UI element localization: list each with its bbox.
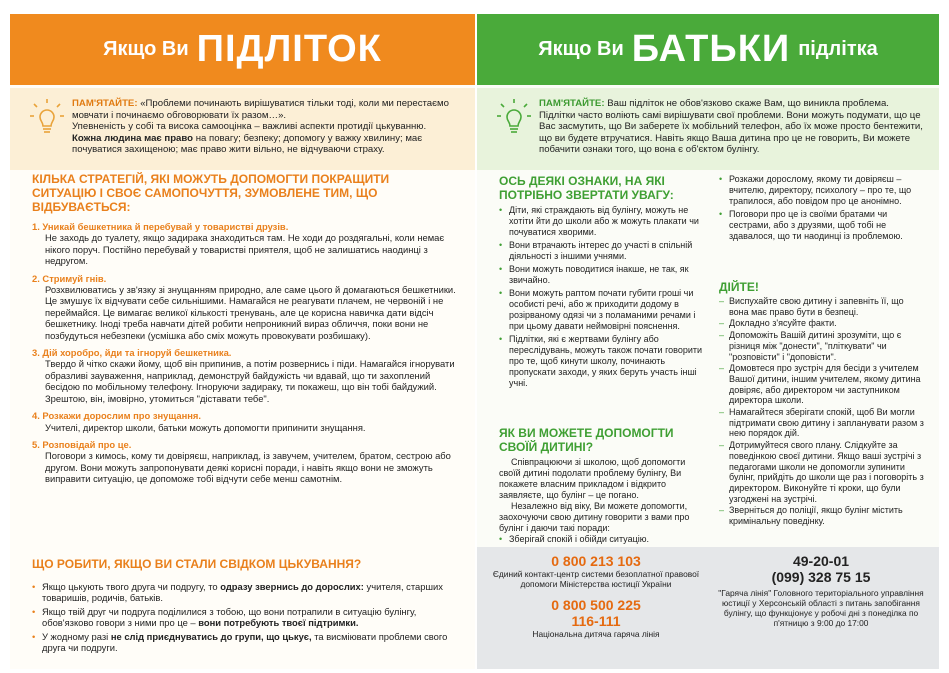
strategy-item (32, 221, 464, 267)
memo-body: Ваш підліток не обов'язково скаже Вам, що виникла проблема. Підлітки часто воліють самі вирішувати свої проблеми. Вони можуть подумати, що це Вас засмутить, що Ви заберете їх мобільний телефон, або їх може просто бентежити, що ви будете втручатися. Навіть якщо Ваша дитина про це не говорить, Ви можете побачити ознаки того, що вона є об'єктом булінгу. (539, 98, 923, 156)
phone-description: "Гаряча лінія" Головного територіального управління юстиції у Херсонській області з питань запобігання булінгу, що функціонує у робочі дні з понеділка по п'ятницю з 9:00 до 17:00 (718, 588, 924, 628)
act-title: ДІЙТЕ! (719, 280, 759, 294)
teen-banner (10, 14, 475, 85)
phone-number: 0 800 500 225 (551, 597, 641, 613)
witness-section (32, 581, 464, 655)
phone-number: 116-111 (571, 613, 621, 629)
strategy-title: 3. Дій хоробро, йди та ігноруй бешкетника. (32, 347, 232, 359)
banner-prefix: Якщо Ви (538, 38, 624, 60)
signs-title: ОСЬ ДЕЯКІ ОЗНАКИ, НА ЯКІ ПОТРІБНО ЗВЕРТАТИ УВАГУ: (499, 174, 674, 202)
memo-text (539, 98, 925, 156)
advice-list (719, 174, 924, 242)
list-item: – Докладно з'ясуйте факти. (719, 318, 924, 329)
phone-number: 0 800 213 103 (551, 553, 641, 569)
help-section (499, 457, 709, 547)
contacts-panel (477, 547, 939, 669)
memo-bold: Кожна людина має право (72, 132, 194, 144)
help-paragraph: Співпрацюючи зі школою, щоб допомогти своїй дитині подолати проблему булінгу, Ви покажете власним прикладом і відкрито заявляєте, що булінг – це погано. (499, 457, 686, 500)
act-list (719, 296, 924, 527)
memo-line: Упевненість у собі та висока самооцінка – важливі аспекти протидії цькуванню. (72, 121, 427, 133)
witness-title: ЩО РОБИТИ, ЯКЩО ВИ СТАЛИ СВІДКОМ ЦЬКУВАННЯ? (32, 557, 362, 571)
list-item: – Допоможіть Вашій дитині зрозуміти, що є різниця між "донести", "пліткувати" чи "розповісти" і "доповісти". (719, 330, 924, 362)
act-section (719, 296, 924, 528)
parents-column (477, 14, 939, 669)
advice-section (719, 174, 924, 244)
phone-description: Національна дитяча гаряча лінія (532, 629, 660, 639)
help-paragraph: Незалежно від віку, Ви можете допомогти, заохочуючи свою дитину говорити з вами про булінг і даючи такі поради: (499, 501, 690, 533)
parents-banner (477, 14, 939, 85)
list-item: • Вони втрачають інтерес до участі в спільній діяльності з іншими учнями. (499, 240, 709, 262)
strategy-text: Розхвилюватись у зв'язку зі знущанням природно, але саме цього й домагаються бешкетники. Це змушує їх відчувати себе сильнішими. Намагайся не реагувати плачем, не червоній і не переймайся. Це вимагає великої кількості тренувань, але це корисна навичка дати відсіч бешкетнику. Іноді треба навчати дітей робити непроникний вираз обличчя, поки вони не позбудуться небезпеки (усмішка або сміх можуть провокувати розбишаку). (45, 284, 456, 341)
list-item: • Зберігай спокій і обійди ситуацію. (499, 534, 709, 545)
list-item: • У жодному разі не слід приєднуватись до групи, що цькує, та висміювати проблеми свого друга чи подруги. (32, 631, 464, 654)
strategy-item (32, 347, 464, 404)
list-item: • Діти, які страждають від булінгу, можуть не хотіти йти до школи або ж можуть плакати чи почуватися хворими. (499, 205, 709, 238)
hotline-right (713, 553, 929, 628)
strategy-text: Поговори з кимось, кому ти довіряєш, наприклад, із завучем, учителем, братом, сестрою або другом. Вони можуть запропонувати деякі корисні поради, і навіть якщо вони не зможуть виправити ситуацію, це допоможе тобі відчути себе менш самотнім. (45, 450, 451, 485)
strategy-text: Твердо й чітко скажи йому, щоб він припинив, а потім розвернись і піди. Намагайся ігнорувати образливі зауваження, наприклад, демонструй байдужість чи вдавай, що ти захоплений бесідою по мобільному телефону. Ігноруючи задираку, ти покажеш, що він тобі байдужий. Зрештою, він, імовірно, утомиться "діставати тебе". (45, 358, 455, 404)
strategy-item (32, 273, 464, 341)
list-item: • Підлітки, які є жертвами булінгу або переслідувань, можуть також почати говорити про те, щоб кинути школу, починають пропускати заходи, у яких беруть участь інші учні. (499, 334, 709, 389)
memo-label: ПАМ'ЯТАЙТЕ: (72, 98, 138, 109)
list-item: • Вони можуть поводитися інакше, не так, як звичайно. (499, 264, 709, 286)
banner-prefix: Якщо Ви (103, 38, 189, 60)
banner-title: БАТЬКИ (631, 28, 791, 70)
strategy-title: 5. Розповідай про це. (32, 438, 132, 450)
strategies-list (32, 221, 464, 485)
list-item: – Зверніться до поліції, якщо булінг містить кримінальну поведінку. (719, 505, 924, 526)
signs-section (499, 205, 709, 391)
strategy-title: 1. Уникай бешкетника й перебувай у товаристві друзів. (32, 221, 289, 232)
banner-suffix: підлітка (798, 38, 878, 60)
signs-list (499, 205, 709, 389)
phone-description: Єдиний контакт-центр системи безоплатної правової допомоги Міністерства юстиції України (492, 569, 700, 589)
strategies-title: КІЛЬКА СТРАТЕГІЙ, ЯКІ МОЖУТЬ ДОПОМОГТИ ПОКРАЩИТИ СИТУАЦІЮ І СВОЄ САМОПОЧУТТЯ, ЗУМОВЛЕНЕ ТИМ, ЩО ВІДБУВАЄТЬСЯ: (32, 172, 390, 214)
witness-list (32, 581, 464, 653)
teen-column (10, 14, 475, 669)
memo-quote: «Проблеми починають вирішуватися тільки тоді, коли ми перестаємо мовчати і починаємо обговорювати їх разом…». (72, 98, 449, 121)
strategy-text: Учителі, директор школи, батьки можуть допомогти припинити знущання. (45, 421, 366, 433)
phone-number: 49-20-01 (792, 553, 850, 569)
parents-memo (477, 88, 939, 170)
strategy-item (32, 410, 464, 433)
list-item: • Поговори про це із своїми братами чи сестрами, або з друзями, щоб тобі не здавалося, що ти наодинці із проблемою. (719, 209, 924, 242)
list-item: – Домовтеся про зустріч для бесіди з учителем Вашої дитини, іншим учителем, якому дитина довіряє, або директором чи заступником директора школи. (719, 363, 924, 406)
teen-memo (10, 88, 475, 170)
list-item: – Намагайтеся зберігати спокій, щоб Ви могли підтримати свою дитину і запланувати разом з нею порядок дій. (719, 407, 924, 439)
list-item: • Якщо цькують твого друга чи подругу, то одразу звернись до дорослих: учителя, старших товаришів, родичів, батьків. (32, 581, 464, 604)
lightbulb-icon (30, 98, 64, 138)
strategy-title: 2. Стримуй гнів. (32, 272, 107, 284)
help-list (499, 534, 709, 545)
memo-text (72, 98, 461, 156)
help-title: ЯК ВИ МОЖЕТЕ ДОПОМОГТИ СВОЇЙ ДИТИНІ? (499, 426, 674, 454)
list-item: – Виспухайте свою дитину і запевніть її, що вона має право бути в безпеці. (719, 296, 924, 317)
banner-title: ПІДЛІТОК (196, 28, 382, 70)
hotline-left (491, 553, 701, 639)
strategy-item (32, 439, 464, 485)
memo-label: ПАМ'ЯТАЙТЕ: (539, 98, 605, 109)
strategy-text: Не заходь до туалету, якщо задирака знаходиться там. Не ходи до роздягальні, коли немає нікого поруч. Постійно перебувай у товаристві приятеля, щоб не залишатись наодинці з недругом. (45, 232, 445, 267)
strategy-title: 4. Розкажи дорослим про знущання. (32, 410, 202, 422)
phone-number: (099) 328 75 15 (771, 569, 871, 585)
list-item: – Дотримуйтеся свого плану. Слідкуйте за поведінкою своєї дитини. Якщо ваші зустрічі з педагогами школи не допомогли зупинити булінг, прийдіть до школи ще раз і поговоріть з директором. Виконуйте ті кроки, що були узгоджені на зустрічі. (719, 440, 924, 504)
list-item: • Якщо твій друг чи подруга поділилися з тобою, що вони потрапили в ситуацію булінгу, обов'язково говори з ними про це – вони потребують твоєї підтримки. (32, 606, 464, 629)
list-item: • Вони можуть раптом почати губити гроші чи особисті речі, або ж приходити додому в розірваному одязі чи з поламаними речами і при цьому давати неймовірні пояснення. (499, 288, 709, 332)
lightbulb-icon (497, 98, 531, 138)
list-item: • Розкажи дорослому, якому ти довіряєш – вчителю, директору, психологу – про те, що трапилося, або повідом про це анонімно. (719, 174, 924, 207)
memo-rest: на повагу; безпеку; допомогу у важку хвилину; має почуватися захищеною; має право жити вільно, не відчуваючи страху. (72, 132, 423, 156)
